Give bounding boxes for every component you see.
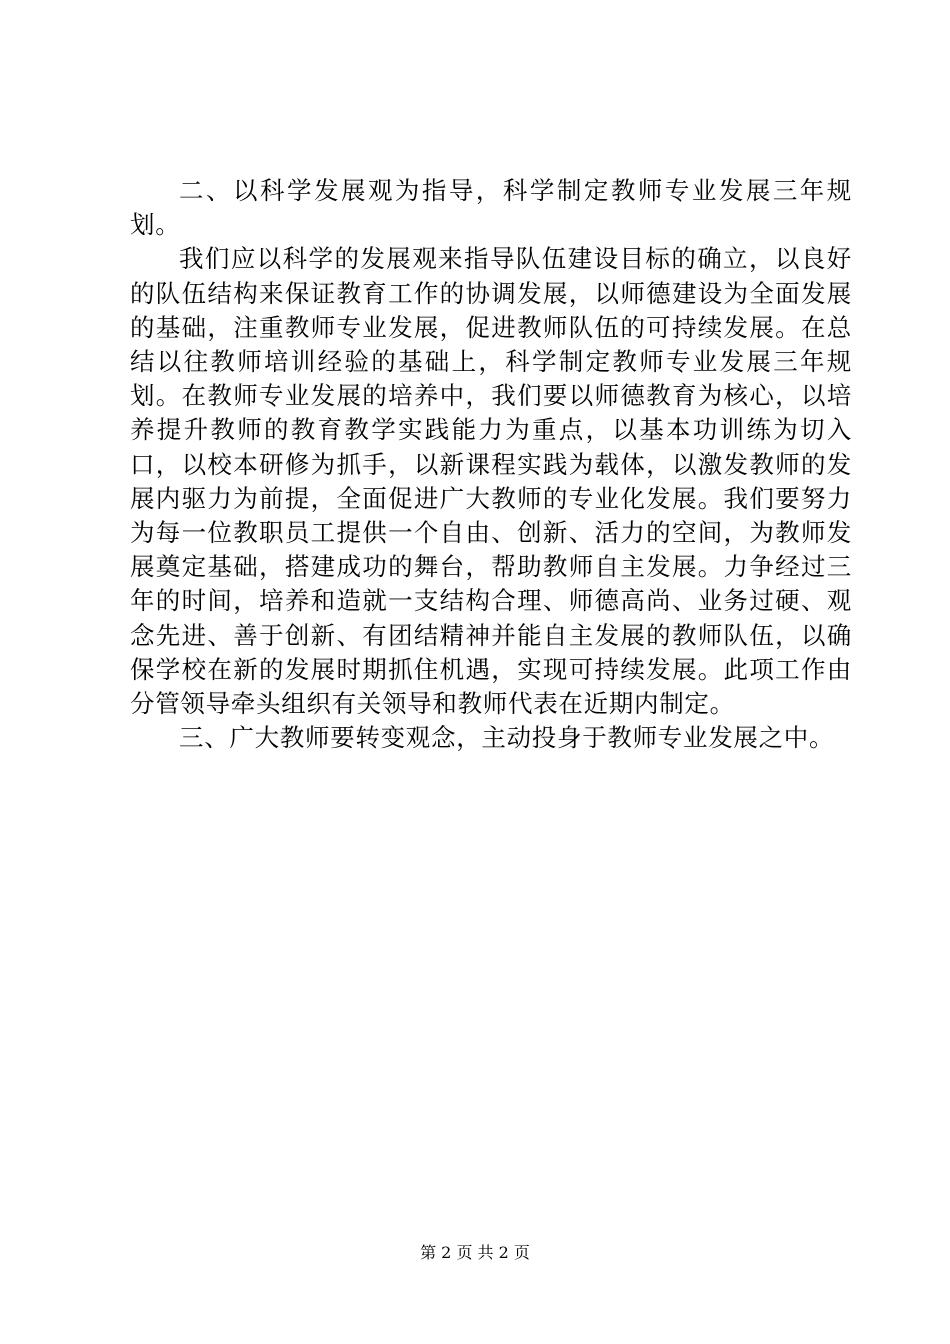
page-footer: 第 2 页 共 2 页 [420, 1243, 530, 1262]
paragraph-heading-three: 三、广大教师要转变观念，主动投身于教师专业发展之中。 [179, 723, 835, 753]
paragraph-heading-two: 二、以科学发展观为指导，科学制定教师专业发展三年规划。 [130, 176, 852, 240]
paragraph-body: 我们应以科学的发展观来指导队伍建设目标的确立，以良好的队伍结构来保证教育工作的协调发展，以师德建设为全面发展的基础，注重教师专业发展，促进教师队伍的可持续发展。在总结以往教师培训经验的基础上，科学制定教师专业发展三年规划。在教师专业发展的培养中，我们要以师德教育为核心，以培养提升教师的教育教学实践能力为重点，以基本功训练为切入口，以校本研修为抓手，以新课程实践为载体，以激发教师的发展内驱力为前提，全面促进广大教师的专业化发展。我们要努力为每一位教职员工提供一个自由、创新、活力的空间，为教师发展奠定基础，搭建成功的舞台，帮助教师自主发展。力争经过三年的时间，培养和造就一支结构合理、师德高尚、业务过硬、观念先进、善于创新、有团结精神并能自主发展的教师队伍，以确保学校在新的发展时期抓住机遇，实现可持续发展。此项工作由分管领导牵头组织有关领导和教师代表在近期内制定。 [130, 244, 852, 719]
document-body [130, 174, 852, 755]
